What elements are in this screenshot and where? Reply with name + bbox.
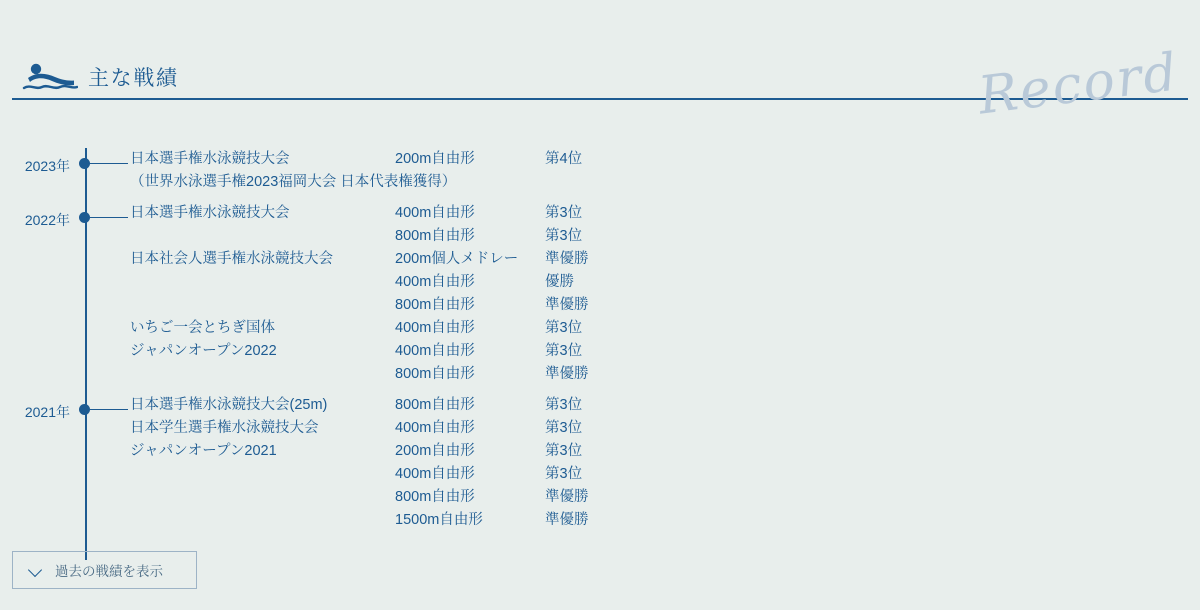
table-row <box>130 171 1200 194</box>
event-name: 日本選手権水泳競技大会 <box>130 151 290 167</box>
timeline-dot-icon <box>79 212 90 223</box>
event-name: ジャパンオープン2021 <box>130 443 277 459</box>
event-rank: 第3位 <box>545 466 583 482</box>
event-distance: 400m自由形 <box>395 343 475 359</box>
event-name: 日本選手権水泳競技大会(25m) <box>130 397 328 413</box>
table-row <box>130 417 1200 440</box>
event-name: いちご一会とちぎ国体 <box>130 320 275 336</box>
event-distance: 1500m自由形 <box>395 512 483 528</box>
event-rank: 第4位 <box>545 151 583 167</box>
year-label: 2022年 <box>24 212 70 228</box>
event-name: 日本社会人選手権水泳競技大会 <box>130 251 333 267</box>
table-row <box>130 271 1200 294</box>
table-row <box>130 317 1200 340</box>
result-rows <box>130 194 1200 386</box>
table-row <box>130 440 1200 463</box>
event-distance: 400m自由形 <box>395 320 475 336</box>
event-rank: 第3位 <box>545 205 583 221</box>
table-row <box>130 202 1200 225</box>
table-row <box>130 340 1200 363</box>
table-row <box>130 509 1200 532</box>
table-row <box>130 248 1200 271</box>
record-script-decoration: Record <box>975 42 1182 127</box>
event-rank: 準優勝 <box>545 512 589 528</box>
event-distance: 800m自由形 <box>395 366 475 382</box>
results-timeline <box>0 140 1200 532</box>
page-title: 主な戦績 <box>88 67 179 90</box>
event-distance: 200m自由形 <box>395 443 475 459</box>
event-distance: 200m自由形 <box>395 151 475 167</box>
event-rank: 優勝 <box>545 274 574 290</box>
event-distance: 400m自由形 <box>395 420 475 436</box>
timeline-dot-icon <box>79 404 90 415</box>
timeline-dot-icon <box>79 158 90 169</box>
year-label: 2021年 <box>24 404 70 420</box>
event-name: 日本学生選手権水泳競技大会 <box>130 420 319 436</box>
timeline-node <box>70 194 130 209</box>
section-header <box>12 42 1188 127</box>
swimmer-icon <box>22 56 78 96</box>
event-name: 日本選手権水泳競技大会 <box>130 205 290 221</box>
table-row <box>130 394 1200 417</box>
event-distance: 800m自由形 <box>395 489 475 505</box>
event-distance: 400m自由形 <box>395 466 475 482</box>
event-distance: 400m自由形 <box>395 274 475 290</box>
timeline-year-group <box>0 194 1200 386</box>
timeline-year-group <box>0 140 1200 194</box>
show-past-results-label: 過去の戦績を表示 <box>55 564 163 579</box>
timeline-year-group <box>0 386 1200 532</box>
event-distance: 800m自由形 <box>395 228 475 244</box>
event-distance: 400m自由形 <box>395 205 475 221</box>
table-row <box>130 363 1200 386</box>
table-row <box>130 225 1200 248</box>
event-rank: 第3位 <box>545 228 583 244</box>
event-rank: 準優勝 <box>545 366 589 382</box>
event-rank: 第3位 <box>545 420 583 436</box>
event-note: （世界水泳選手権2023福岡大会 日本代表権獲得） <box>130 174 457 190</box>
event-distance: 200m個人メドレー <box>395 251 519 267</box>
event-rank: 準優勝 <box>545 489 589 505</box>
table-row <box>130 463 1200 486</box>
timeline-node <box>70 140 130 155</box>
year-label: 2023年 <box>24 158 70 174</box>
timeline-connector <box>90 163 128 164</box>
result-rows <box>130 386 1200 532</box>
chevron-down-icon <box>29 563 43 577</box>
table-row <box>130 486 1200 509</box>
table-row <box>130 294 1200 317</box>
timeline-node <box>70 386 130 401</box>
timeline-connector <box>90 409 128 410</box>
event-rank: 第3位 <box>545 343 583 359</box>
event-rank: 第3位 <box>545 397 583 413</box>
event-rank: 第3位 <box>545 320 583 336</box>
event-rank: 準優勝 <box>545 297 589 313</box>
timeline-connector <box>90 217 128 218</box>
event-distance: 800m自由形 <box>395 397 475 413</box>
event-distance: 800m自由形 <box>395 297 475 313</box>
table-row <box>130 148 1200 171</box>
event-rank: 準優勝 <box>545 251 589 267</box>
result-rows <box>130 140 1200 194</box>
event-rank: 第3位 <box>545 443 583 459</box>
show-past-results-button[interactable] <box>12 551 197 589</box>
event-name: ジャパンオープン2022 <box>130 343 277 359</box>
